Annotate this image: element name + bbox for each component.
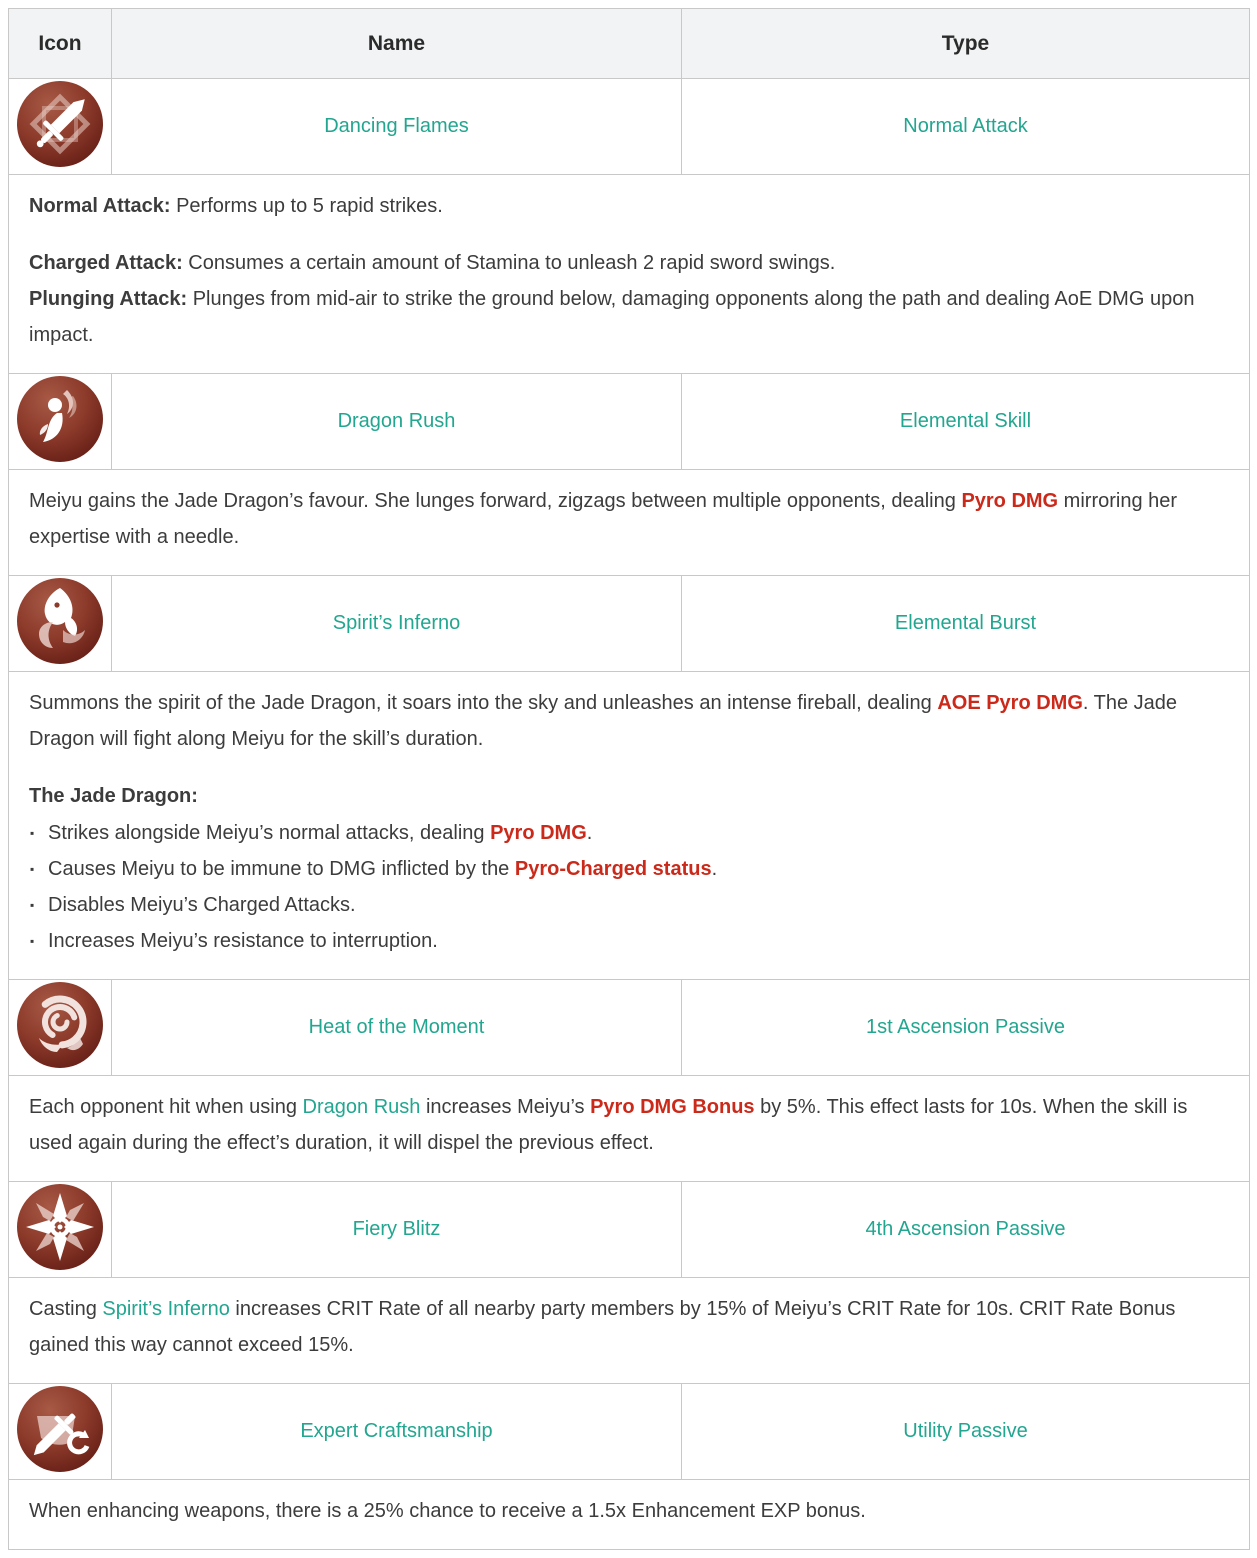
text-segment: Plunging Attack: (29, 288, 193, 310)
talent-name-link[interactable]: Expert Craftsmanship (300, 1420, 493, 1442)
description-paragraph (29, 483, 1229, 555)
talent-description (9, 1278, 1250, 1384)
text-segment: Performs up to 5 rapid strikes. (176, 195, 443, 217)
talent-row-dragon-rush (9, 374, 1250, 470)
text-segment: Plunges from mid-air to strike the ground below, damaging opponents along the path and dealing AoE DMG upon impact. (29, 288, 1195, 346)
text-segment: Charged Attack: (29, 252, 189, 274)
talent-row-expert-craftsmanship (9, 1384, 1250, 1480)
talent-row-fiery-blitz (9, 1182, 1250, 1278)
talent-type-link[interactable]: Normal Attack (903, 115, 1028, 137)
text-segment: Pyro DMG (961, 490, 1059, 512)
text-segment: Increases Meiyu’s resistance to interruption. (48, 930, 438, 952)
talent-name-link[interactable]: Dragon Rush (337, 410, 456, 432)
dragon-rush-fairy-icon[interactable] (17, 376, 103, 462)
bullet-item (29, 815, 1229, 851)
text-segment: AOE Pyro DMG (937, 692, 1083, 714)
icon-graphic (17, 982, 103, 1068)
talent-description-row (9, 1278, 1250, 1384)
talent-row-dancing-flames (9, 79, 1250, 175)
text-segment: increases CRIT Rate of all nearby party members by 15% of Meiyu’s CRIT Rate for 10s. CRIT Rate Bonus gained this way cannot exceed 15%. (29, 1298, 1176, 1356)
talent-description (9, 1076, 1250, 1182)
icon-graphic (17, 1386, 103, 1472)
description-paragraph (29, 188, 1229, 224)
text-segment: Pyro DMG (490, 822, 587, 844)
talent-type-link[interactable]: Utility Passive (903, 1420, 1028, 1442)
talent-name-link[interactable]: Heat of the Moment (308, 1016, 485, 1038)
talent-row-heat-of-the-moment (9, 980, 1250, 1076)
text-segment: The Jade Dragon: (29, 785, 198, 807)
description-paragraph (29, 685, 1229, 757)
talent-icon-cell (9, 576, 112, 672)
text-segment: Pyro DMG Bonus (590, 1096, 755, 1118)
inline-link[interactable]: Dragon Rush (302, 1096, 421, 1118)
description-paragraph (29, 245, 1229, 353)
text-segment: mirroring her expertise with a needle. (29, 490, 1178, 548)
talent-name-link[interactable]: Fiery Blitz (352, 1218, 441, 1240)
text-segment: Causes Meiyu to be immune to DMG inflicted by the (48, 858, 515, 880)
text-segment: increases Meiyu’s (420, 1096, 591, 1118)
heat-of-the-moment-rose-icon[interactable] (17, 982, 103, 1068)
text-segment: Each opponent hit when using (29, 1096, 303, 1118)
bullet-item (29, 851, 1229, 887)
bullet-item (29, 887, 1229, 923)
text-segment: Normal Attack: (29, 195, 177, 217)
talent-name-link[interactable]: Dancing Flames (324, 115, 469, 137)
text-segment: . (586, 822, 593, 844)
talent-type-link[interactable]: 4th Ascension Passive (865, 1218, 1066, 1240)
talent-icon-cell (9, 980, 112, 1076)
talent-icon-cell (9, 1384, 112, 1480)
icon-graphic (17, 1184, 103, 1270)
inline-link[interactable]: Spirit’s Inferno (102, 1298, 230, 1320)
expert-craftsmanship-icon[interactable] (17, 1386, 103, 1472)
talent-description-row (9, 1480, 1250, 1550)
text-segment: by 5%. This effect lasts for 10s. When the skill is used again during the effect’s duration, it will dispel the previous effect. (29, 1096, 1188, 1154)
talent-description-row (9, 175, 1250, 374)
talent-type-link[interactable]: Elemental Skill (899, 410, 1032, 432)
talent-table (8, 8, 1250, 1550)
spirit-inferno-icon[interactable] (17, 578, 103, 664)
talent-description-row (9, 470, 1250, 576)
text-segment: Disables Meiyu’s Charged Attacks. (48, 894, 356, 916)
bullet-list (29, 815, 1229, 959)
talent-icon-cell (9, 1182, 112, 1278)
text-segment: Strikes alongside Meiyu’s normal attacks, dealing (48, 822, 491, 844)
header-row (9, 9, 1250, 79)
fiery-blitz-star-icon[interactable] (17, 1184, 103, 1270)
talent-row-spirits-inferno (9, 576, 1250, 672)
text-segment: . The Jade Dragon will fight along Meiyu for the skill’s duration. (29, 692, 1178, 750)
talent-type-link[interactable]: 1st Ascension Passive (866, 1016, 1065, 1038)
text-segment: Meiyu gains the Jade Dragon’s favour. She lunges forward, zigzags between multiple opponents, dealing (29, 490, 962, 512)
talent-description (9, 470, 1250, 576)
text-segment: Summons the spirit of the Jade Dragon, it soars into the sky and unleashes an intense fireball, dealing (29, 692, 938, 714)
talent-description-row (9, 1076, 1250, 1182)
description-paragraph (29, 1493, 1229, 1529)
header-name: Name (112, 9, 682, 79)
text-segment: . (711, 858, 718, 880)
talent-icon-cell (9, 374, 112, 470)
talent-description (9, 1480, 1250, 1550)
normal-attack-sword-icon[interactable] (17, 81, 103, 167)
description-paragraph (29, 1089, 1229, 1161)
bullet-item (29, 923, 1229, 959)
text-segment: When enhancing weapons, there is a 25% chance to receive a 1.5x Enhancement EXP bonus. (29, 1500, 866, 1522)
header-type: Type (682, 9, 1250, 79)
text-segment: Consumes a certain amount of Stamina to unleash 2 rapid sword swings. (188, 252, 836, 274)
icon-graphic (17, 81, 103, 167)
text-segment: Pyro-Charged status (514, 858, 712, 880)
text-segment: Casting (29, 1298, 103, 1320)
talent-icon-cell (9, 79, 112, 175)
description-paragraph (29, 1291, 1229, 1363)
talent-description (9, 672, 1250, 980)
talent-description-row (9, 672, 1250, 980)
description-paragraph (29, 778, 1229, 814)
talent-description (9, 175, 1250, 374)
header-icon: Icon (9, 9, 112, 79)
talent-name-link[interactable]: Spirit’s Inferno (332, 612, 461, 634)
talent-type-link[interactable]: Elemental Burst (894, 612, 1037, 634)
icon-graphic (17, 578, 103, 664)
icon-graphic (17, 376, 103, 462)
